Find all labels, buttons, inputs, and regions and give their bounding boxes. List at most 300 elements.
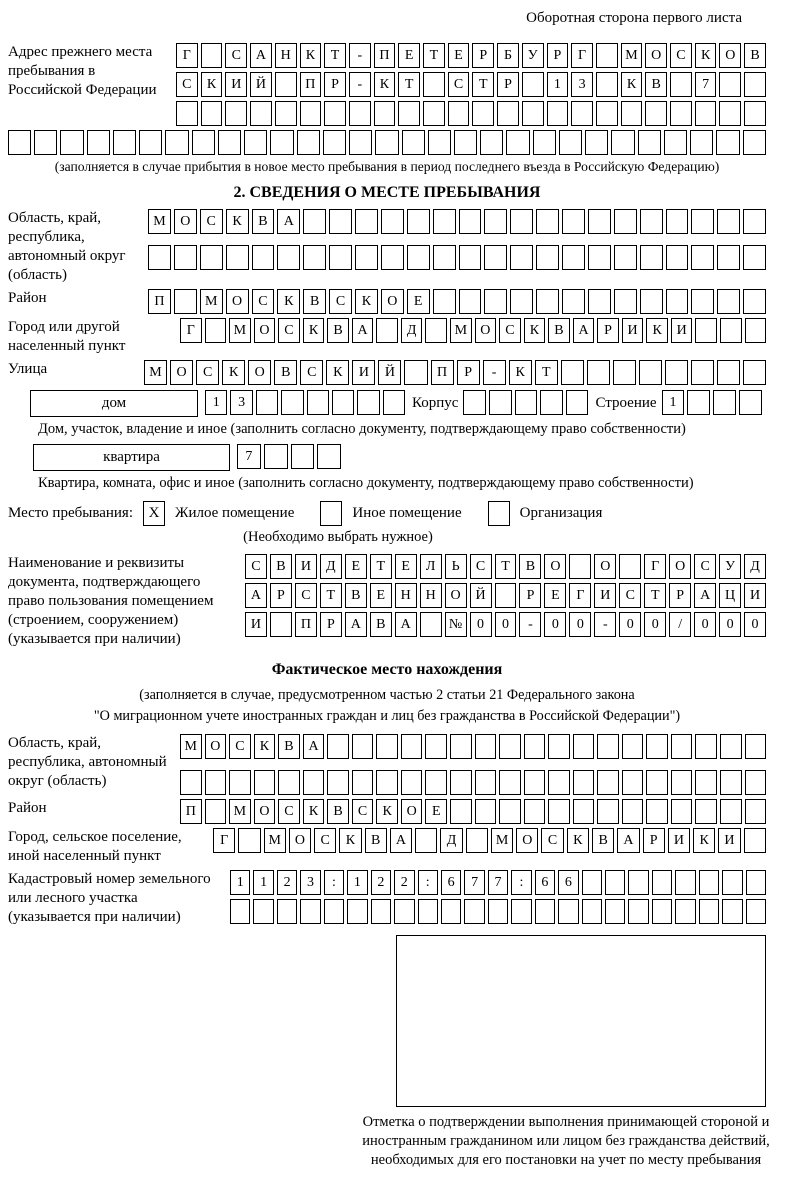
char-cell[interactable] <box>671 734 693 759</box>
char-cell[interactable]: Р <box>270 583 292 608</box>
char-cell[interactable]: Г <box>176 43 198 68</box>
char-cell[interactable] <box>666 245 689 270</box>
char-cell[interactable] <box>480 130 503 155</box>
char-cell[interactable]: В <box>327 318 349 343</box>
char-cell[interactable] <box>719 101 741 126</box>
char-cell[interactable] <box>695 318 717 343</box>
char-cell[interactable]: К <box>303 318 325 343</box>
char-cell[interactable]: 2 <box>277 870 297 895</box>
char-cell[interactable] <box>278 770 300 795</box>
char-cell[interactable]: В <box>592 828 614 853</box>
char-cell[interactable] <box>433 209 456 234</box>
char-cell[interactable]: А <box>303 734 325 759</box>
char-cell[interactable]: 1 <box>547 72 569 97</box>
checkbox-other-premises[interactable] <box>320 501 342 526</box>
char-cell[interactable] <box>645 101 667 126</box>
char-cell[interactable]: : <box>418 870 438 895</box>
char-cell[interactable]: Н <box>275 43 297 68</box>
char-cell[interactable] <box>327 770 349 795</box>
char-cell[interactable] <box>691 360 714 385</box>
char-cell[interactable] <box>371 899 391 924</box>
char-cell[interactable] <box>506 130 529 155</box>
char-cell[interactable]: В <box>548 318 570 343</box>
char-cell[interactable] <box>448 101 470 126</box>
char-cell[interactable] <box>352 734 374 759</box>
char-cell[interactable] <box>401 734 423 759</box>
char-cell[interactable] <box>174 245 197 270</box>
char-cell[interactable] <box>415 828 437 853</box>
char-cell[interactable] <box>587 360 610 385</box>
char-cell[interactable] <box>510 209 533 234</box>
char-cell[interactable]: № <box>445 612 467 637</box>
char-cell[interactable] <box>675 899 695 924</box>
char-cell[interactable] <box>614 245 637 270</box>
char-cell[interactable] <box>628 870 648 895</box>
char-cell[interactable] <box>510 245 533 270</box>
char-cell[interactable]: А <box>250 43 272 68</box>
char-cell[interactable]: П <box>295 612 317 637</box>
char-cell[interactable]: Т <box>472 72 494 97</box>
char-cell[interactable] <box>720 318 742 343</box>
char-cell[interactable]: 3 <box>571 72 593 97</box>
char-cell[interactable] <box>499 734 521 759</box>
char-cell[interactable]: И <box>622 318 644 343</box>
char-cell[interactable]: Т <box>644 583 666 608</box>
char-cell[interactable] <box>394 899 414 924</box>
char-cell[interactable] <box>522 72 544 97</box>
char-cell[interactable] <box>488 899 508 924</box>
char-cell[interactable]: К <box>300 43 322 68</box>
char-cell[interactable]: К <box>201 72 223 97</box>
char-cell[interactable]: Л <box>420 554 442 579</box>
char-cell[interactable]: С <box>300 360 323 385</box>
char-cell[interactable]: М <box>144 360 167 385</box>
char-cell[interactable] <box>652 899 672 924</box>
char-cell[interactable] <box>524 799 546 824</box>
char-cell[interactable]: О <box>254 799 276 824</box>
char-cell[interactable] <box>622 799 644 824</box>
char-cell[interactable] <box>450 799 472 824</box>
char-cell[interactable]: О <box>594 554 616 579</box>
char-cell[interactable] <box>695 101 717 126</box>
char-cell[interactable]: О <box>254 318 276 343</box>
char-cell[interactable] <box>745 799 767 824</box>
char-cell[interactable] <box>475 734 497 759</box>
char-cell[interactable] <box>720 770 742 795</box>
char-cell[interactable]: : <box>324 870 344 895</box>
char-cell[interactable] <box>332 390 354 415</box>
char-cell[interactable] <box>300 101 322 126</box>
char-cell[interactable]: Е <box>425 799 447 824</box>
char-cell[interactable] <box>472 101 494 126</box>
char-cell[interactable]: С <box>499 318 521 343</box>
char-cell[interactable]: С <box>252 289 275 314</box>
char-cell[interactable] <box>499 799 521 824</box>
char-cell[interactable] <box>743 360 766 385</box>
char-cell[interactable] <box>743 209 766 234</box>
char-cell[interactable]: 1 <box>230 870 250 895</box>
char-cell[interactable]: О <box>205 734 227 759</box>
char-cell[interactable] <box>303 209 326 234</box>
char-cell[interactable]: 0 <box>470 612 492 637</box>
char-cell[interactable] <box>687 390 710 415</box>
char-cell[interactable]: Е <box>345 554 367 579</box>
char-cell[interactable] <box>558 899 578 924</box>
char-cell[interactable]: Е <box>395 554 417 579</box>
char-cell[interactable] <box>454 130 477 155</box>
char-cell[interactable] <box>252 245 275 270</box>
char-cell[interactable] <box>719 72 741 97</box>
char-cell[interactable] <box>744 828 766 853</box>
char-cell[interactable] <box>562 209 585 234</box>
char-cell[interactable] <box>547 101 569 126</box>
char-cell[interactable] <box>383 390 405 415</box>
char-cell[interactable]: И <box>744 583 766 608</box>
char-cell[interactable] <box>8 130 31 155</box>
char-cell[interactable] <box>640 289 663 314</box>
char-cell[interactable]: И <box>718 828 740 853</box>
char-cell[interactable]: И <box>245 612 267 637</box>
char-cell[interactable] <box>548 770 570 795</box>
char-cell[interactable] <box>238 828 260 853</box>
char-cell[interactable]: С <box>470 554 492 579</box>
char-cell[interactable]: - <box>349 43 371 68</box>
char-cell[interactable] <box>720 799 742 824</box>
char-cell[interactable] <box>573 734 595 759</box>
char-cell[interactable]: / <box>669 612 691 637</box>
char-cell[interactable]: В <box>274 360 297 385</box>
char-cell[interactable] <box>605 870 625 895</box>
char-cell[interactable] <box>450 770 472 795</box>
char-cell[interactable] <box>666 209 689 234</box>
char-cell[interactable]: К <box>509 360 532 385</box>
char-cell[interactable] <box>466 828 488 853</box>
char-cell[interactable] <box>588 245 611 270</box>
char-cell[interactable]: О <box>445 583 467 608</box>
char-cell[interactable] <box>433 245 456 270</box>
char-cell[interactable] <box>347 899 367 924</box>
char-cell[interactable] <box>218 130 241 155</box>
char-cell[interactable] <box>744 101 766 126</box>
char-cell[interactable]: - <box>594 612 616 637</box>
char-cell[interactable] <box>640 245 663 270</box>
char-cell[interactable]: А <box>352 318 374 343</box>
char-cell[interactable] <box>423 101 445 126</box>
char-cell[interactable] <box>275 101 297 126</box>
char-cell[interactable] <box>459 245 482 270</box>
char-cell[interactable] <box>323 130 346 155</box>
char-cell[interactable] <box>376 734 398 759</box>
char-cell[interactable] <box>404 360 427 385</box>
char-cell[interactable]: К <box>695 43 717 68</box>
char-cell[interactable]: А <box>345 612 367 637</box>
char-cell[interactable] <box>275 72 297 97</box>
char-cell[interactable] <box>200 245 223 270</box>
char-cell[interactable]: К <box>567 828 589 853</box>
char-cell[interactable]: С <box>541 828 563 853</box>
char-cell[interactable] <box>614 209 637 234</box>
char-cell[interactable]: М <box>621 43 643 68</box>
char-cell[interactable] <box>675 870 695 895</box>
char-cell[interactable] <box>376 318 398 343</box>
char-cell[interactable]: О <box>289 828 311 853</box>
char-cell[interactable] <box>743 245 766 270</box>
char-cell[interactable]: С <box>196 360 219 385</box>
char-cell[interactable] <box>613 360 636 385</box>
char-cell[interactable]: И <box>668 828 690 853</box>
char-cell[interactable] <box>497 101 519 126</box>
char-cell[interactable] <box>307 390 329 415</box>
char-cell[interactable] <box>87 130 110 155</box>
char-cell[interactable] <box>536 289 559 314</box>
char-cell[interactable]: П <box>180 799 202 824</box>
char-cell[interactable] <box>611 130 634 155</box>
char-cell[interactable] <box>522 101 544 126</box>
char-cell[interactable]: 0 <box>744 612 766 637</box>
char-cell[interactable]: 1 <box>347 870 367 895</box>
char-cell[interactable]: С <box>225 43 247 68</box>
char-cell[interactable] <box>329 245 352 270</box>
char-cell[interactable] <box>253 899 273 924</box>
char-cell[interactable] <box>573 799 595 824</box>
char-cell[interactable]: П <box>431 360 454 385</box>
char-cell[interactable]: Т <box>324 43 346 68</box>
char-cell[interactable] <box>605 899 625 924</box>
char-cell[interactable] <box>646 799 668 824</box>
char-cell[interactable]: Й <box>250 72 272 97</box>
char-cell[interactable] <box>597 734 619 759</box>
char-cell[interactable]: А <box>617 828 639 853</box>
char-cell[interactable]: Р <box>669 583 691 608</box>
char-cell[interactable]: С <box>329 289 352 314</box>
char-cell[interactable]: 7 <box>695 72 717 97</box>
char-cell[interactable] <box>511 899 531 924</box>
char-cell[interactable] <box>621 101 643 126</box>
char-cell[interactable] <box>277 899 297 924</box>
char-cell[interactable]: 7 <box>488 870 508 895</box>
char-cell[interactable] <box>495 583 517 608</box>
char-cell[interactable]: Й <box>378 360 401 385</box>
char-cell[interactable] <box>559 130 582 155</box>
char-cell[interactable] <box>484 289 507 314</box>
char-cell[interactable]: К <box>376 799 398 824</box>
char-cell[interactable] <box>566 390 589 415</box>
char-cell[interactable] <box>256 390 278 415</box>
char-cell[interactable] <box>666 289 689 314</box>
char-cell[interactable]: Р <box>547 43 569 68</box>
char-cell[interactable]: М <box>264 828 286 853</box>
char-cell[interactable]: К <box>339 828 361 853</box>
char-cell[interactable]: 0 <box>719 612 741 637</box>
char-cell[interactable] <box>695 770 717 795</box>
char-cell[interactable]: О <box>170 360 193 385</box>
char-cell[interactable] <box>524 770 546 795</box>
char-cell[interactable]: С <box>448 72 470 97</box>
char-cell[interactable] <box>585 130 608 155</box>
char-cell[interactable] <box>277 245 300 270</box>
char-cell[interactable] <box>562 245 585 270</box>
char-cell[interactable] <box>174 289 197 314</box>
char-cell[interactable] <box>425 318 447 343</box>
char-cell[interactable]: 0 <box>694 612 716 637</box>
char-cell[interactable] <box>291 444 315 469</box>
char-cell[interactable]: С <box>176 72 198 97</box>
char-cell[interactable] <box>475 799 497 824</box>
char-cell[interactable] <box>402 130 425 155</box>
char-cell[interactable]: И <box>295 554 317 579</box>
char-cell[interactable] <box>375 130 398 155</box>
char-cell[interactable]: А <box>395 612 417 637</box>
char-cell[interactable] <box>254 770 276 795</box>
char-cell[interactable]: А <box>694 583 716 608</box>
char-cell[interactable] <box>229 770 251 795</box>
char-cell[interactable]: М <box>450 318 472 343</box>
char-cell[interactable] <box>573 770 595 795</box>
char-cell[interactable]: В <box>252 209 275 234</box>
char-cell[interactable] <box>281 390 303 415</box>
char-cell[interactable] <box>671 799 693 824</box>
char-cell[interactable] <box>352 770 374 795</box>
char-cell[interactable] <box>463 390 486 415</box>
char-cell[interactable] <box>230 899 250 924</box>
char-cell[interactable]: 7 <box>237 444 261 469</box>
char-cell[interactable] <box>148 245 171 270</box>
char-cell[interactable] <box>499 770 521 795</box>
char-cell[interactable]: И <box>352 360 375 385</box>
char-cell[interactable]: С <box>352 799 374 824</box>
char-cell[interactable] <box>533 130 556 155</box>
char-cell[interactable] <box>722 899 742 924</box>
char-cell[interactable]: А <box>277 209 300 234</box>
char-cell[interactable]: С <box>670 43 692 68</box>
char-cell[interactable] <box>349 101 371 126</box>
char-cell[interactable]: В <box>744 43 766 68</box>
char-cell[interactable] <box>670 101 692 126</box>
char-cell[interactable] <box>329 209 352 234</box>
char-cell[interactable]: К <box>646 318 668 343</box>
char-cell[interactable]: 0 <box>569 612 591 637</box>
char-cell[interactable] <box>401 770 423 795</box>
char-cell[interactable]: К <box>277 289 300 314</box>
char-cell[interactable] <box>744 72 766 97</box>
char-cell[interactable] <box>743 130 766 155</box>
char-cell[interactable] <box>646 770 668 795</box>
char-cell[interactable]: С <box>314 828 336 853</box>
char-cell[interactable] <box>327 734 349 759</box>
char-cell[interactable] <box>597 770 619 795</box>
char-cell[interactable]: В <box>270 554 292 579</box>
char-cell[interactable] <box>582 870 602 895</box>
char-cell[interactable]: М <box>200 289 223 314</box>
char-cell[interactable] <box>418 899 438 924</box>
char-cell[interactable] <box>297 130 320 155</box>
char-cell[interactable] <box>201 43 223 68</box>
char-cell[interactable]: 6 <box>535 870 555 895</box>
char-cell[interactable] <box>596 101 618 126</box>
char-cell[interactable] <box>420 612 442 637</box>
char-cell[interactable]: П <box>148 289 171 314</box>
char-cell[interactable] <box>671 770 693 795</box>
char-cell[interactable] <box>475 770 497 795</box>
char-cell[interactable]: Т <box>398 72 420 97</box>
char-cell[interactable]: Д <box>744 554 766 579</box>
char-cell[interactable] <box>425 734 447 759</box>
char-cell[interactable]: М <box>180 734 202 759</box>
char-cell[interactable] <box>225 101 247 126</box>
char-cell[interactable] <box>722 870 742 895</box>
char-cell[interactable]: О <box>516 828 538 853</box>
char-cell[interactable] <box>300 899 320 924</box>
char-cell[interactable]: К <box>222 360 245 385</box>
char-cell[interactable] <box>60 130 83 155</box>
char-cell[interactable]: 3 <box>300 870 320 895</box>
char-cell[interactable] <box>582 899 602 924</box>
char-cell[interactable] <box>717 360 740 385</box>
char-cell[interactable]: К <box>226 209 249 234</box>
char-cell[interactable]: О <box>401 799 423 824</box>
char-cell[interactable]: Е <box>398 43 420 68</box>
char-cell[interactable] <box>638 130 661 155</box>
char-cell[interactable]: Б <box>497 43 519 68</box>
char-cell[interactable]: И <box>594 583 616 608</box>
char-cell[interactable]: Г <box>644 554 666 579</box>
char-cell[interactable] <box>548 734 570 759</box>
char-cell[interactable]: Г <box>213 828 235 853</box>
char-cell[interactable] <box>34 130 57 155</box>
char-cell[interactable]: 0 <box>644 612 666 637</box>
char-cell[interactable]: К <box>524 318 546 343</box>
char-cell[interactable] <box>407 245 430 270</box>
char-cell[interactable]: О <box>645 43 667 68</box>
char-cell[interactable] <box>459 289 482 314</box>
char-cell[interactable]: К <box>355 289 378 314</box>
char-cell[interactable] <box>699 899 719 924</box>
char-cell[interactable]: С <box>200 209 223 234</box>
char-cell[interactable] <box>652 870 672 895</box>
char-cell[interactable] <box>622 734 644 759</box>
char-cell[interactable] <box>113 130 136 155</box>
char-cell[interactable] <box>201 101 223 126</box>
char-cell[interactable] <box>614 289 637 314</box>
char-cell[interactable] <box>713 390 736 415</box>
char-cell[interactable]: М <box>491 828 513 853</box>
char-cell[interactable]: 2 <box>371 870 391 895</box>
char-cell[interactable]: 1 <box>253 870 273 895</box>
char-cell[interactable] <box>622 770 644 795</box>
char-cell[interactable]: О <box>226 289 249 314</box>
char-cell[interactable]: О <box>381 289 404 314</box>
char-cell[interactable] <box>665 360 688 385</box>
char-cell[interactable]: 3 <box>230 390 252 415</box>
char-cell[interactable]: Г <box>180 318 202 343</box>
char-cell[interactable]: Ц <box>719 583 741 608</box>
char-cell[interactable] <box>739 390 762 415</box>
char-cell[interactable] <box>562 289 585 314</box>
char-cell[interactable]: Д <box>440 828 462 853</box>
char-cell[interactable] <box>250 101 272 126</box>
char-cell[interactable] <box>691 209 714 234</box>
checkbox-residential-premises[interactable]: X <box>143 501 165 526</box>
char-cell[interactable]: С <box>229 734 251 759</box>
char-cell[interactable] <box>745 770 767 795</box>
char-cell[interactable] <box>717 289 740 314</box>
char-cell[interactable] <box>717 245 740 270</box>
char-cell[interactable]: 6 <box>558 870 578 895</box>
char-cell[interactable]: У <box>522 43 544 68</box>
char-cell[interactable]: 0 <box>495 612 517 637</box>
char-cell[interactable]: - <box>519 612 541 637</box>
char-cell[interactable]: О <box>248 360 271 385</box>
